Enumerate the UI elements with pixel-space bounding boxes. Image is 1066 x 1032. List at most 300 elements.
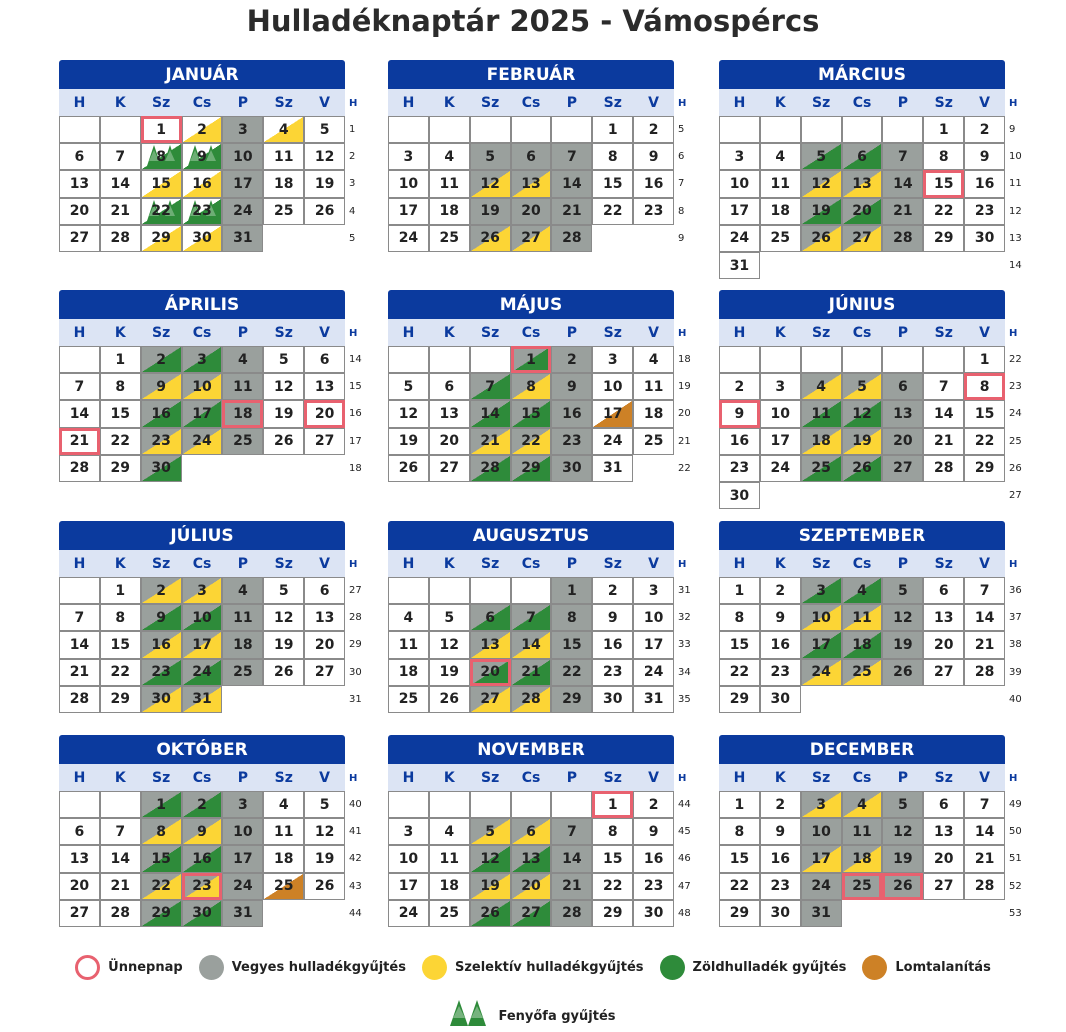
day-cell[interactable] — [592, 170, 633, 197]
day-cell[interactable] — [388, 604, 429, 631]
day-cell[interactable] — [801, 604, 842, 631]
day-cell[interactable] — [551, 428, 592, 455]
day-cell[interactable] — [551, 577, 592, 604]
day-cell[interactable] — [141, 791, 182, 818]
day-cell[interactable] — [551, 346, 592, 373]
day-cell[interactable] — [882, 170, 923, 197]
day-cell[interactable] — [592, 873, 633, 900]
day-cell[interactable] — [222, 346, 263, 373]
day-cell[interactable] — [633, 170, 674, 197]
day-cell[interactable] — [59, 198, 100, 225]
day-cell[interactable] — [222, 198, 263, 225]
day-cell[interactable] — [429, 143, 470, 170]
day-cell[interactable] — [801, 455, 842, 482]
day-cell[interactable] — [263, 170, 304, 197]
day-cell[interactable] — [719, 577, 760, 604]
day-cell[interactable] — [141, 198, 182, 225]
day-cell[interactable] — [760, 845, 801, 872]
day-cell[interactable] — [882, 604, 923, 631]
day-cell[interactable] — [801, 428, 842, 455]
day-cell[interactable] — [59, 686, 100, 713]
day-cell[interactable] — [923, 659, 964, 686]
day-cell[interactable] — [511, 900, 552, 927]
day-cell[interactable] — [801, 143, 842, 170]
day-cell[interactable] — [882, 225, 923, 252]
day-cell[interactable] — [182, 845, 223, 872]
day-cell[interactable] — [141, 170, 182, 197]
day-cell[interactable] — [842, 428, 883, 455]
day-cell[interactable] — [551, 659, 592, 686]
day-cell[interactable] — [429, 604, 470, 631]
day-cell[interactable] — [760, 577, 801, 604]
day-cell[interactable] — [182, 577, 223, 604]
day-cell[interactable] — [304, 116, 345, 143]
day-cell[interactable] — [304, 873, 345, 900]
day-cell[interactable] — [222, 225, 263, 252]
day-cell[interactable] — [923, 143, 964, 170]
day-cell[interactable] — [842, 455, 883, 482]
day-cell[interactable] — [719, 482, 760, 509]
day-cell[interactable] — [263, 631, 304, 658]
day-cell[interactable] — [141, 659, 182, 686]
day-cell[interactable] — [964, 373, 1005, 400]
day-cell[interactable] — [429, 845, 470, 872]
day-cell[interactable] — [304, 170, 345, 197]
day-cell[interactable] — [633, 373, 674, 400]
day-cell[interactable] — [760, 170, 801, 197]
day-cell[interactable] — [964, 818, 1005, 845]
day-cell[interactable] — [100, 845, 141, 872]
day-cell[interactable] — [551, 373, 592, 400]
day-cell[interactable] — [592, 373, 633, 400]
day-cell[interactable] — [59, 225, 100, 252]
day-cell[interactable] — [923, 631, 964, 658]
day-cell[interactable] — [182, 373, 223, 400]
day-cell[interactable] — [141, 604, 182, 631]
day-cell[interactable] — [182, 631, 223, 658]
day-cell[interactable] — [429, 818, 470, 845]
day-cell[interactable] — [100, 428, 141, 455]
day-cell[interactable] — [592, 818, 633, 845]
day-cell[interactable] — [222, 791, 263, 818]
day-cell[interactable] — [182, 116, 223, 143]
day-cell[interactable] — [964, 116, 1005, 143]
day-cell[interactable] — [551, 900, 592, 927]
day-cell[interactable] — [182, 428, 223, 455]
day-cell[interactable] — [719, 455, 760, 482]
day-cell[interactable] — [141, 373, 182, 400]
day-cell[interactable] — [842, 604, 883, 631]
day-cell[interactable] — [59, 659, 100, 686]
day-cell[interactable] — [592, 686, 633, 713]
day-cell[interactable] — [633, 686, 674, 713]
day-cell[interactable] — [182, 659, 223, 686]
day-cell[interactable] — [59, 400, 100, 427]
day-cell[interactable] — [801, 225, 842, 252]
day-cell[interactable] — [304, 631, 345, 658]
day-cell[interactable] — [470, 400, 511, 427]
day-cell[interactable] — [263, 845, 304, 872]
day-cell[interactable] — [551, 686, 592, 713]
day-cell[interactable] — [719, 873, 760, 900]
day-cell[interactable] — [719, 143, 760, 170]
day-cell[interactable] — [388, 873, 429, 900]
day-cell[interactable] — [882, 400, 923, 427]
day-cell[interactable] — [222, 818, 263, 845]
day-cell[interactable] — [470, 659, 511, 686]
day-cell[interactable] — [592, 400, 633, 427]
day-cell[interactable] — [429, 225, 470, 252]
day-cell[interactable] — [923, 873, 964, 900]
day-cell[interactable] — [59, 845, 100, 872]
day-cell[interactable] — [470, 900, 511, 927]
day-cell[interactable] — [100, 686, 141, 713]
day-cell[interactable] — [263, 143, 304, 170]
day-cell[interactable] — [760, 143, 801, 170]
day-cell[interactable] — [719, 845, 760, 872]
day-cell[interactable] — [388, 455, 429, 482]
day-cell[interactable] — [592, 845, 633, 872]
day-cell[interactable] — [760, 400, 801, 427]
day-cell[interactable] — [263, 818, 304, 845]
day-cell[interactable] — [551, 818, 592, 845]
day-cell[interactable] — [801, 845, 842, 872]
day-cell[interactable] — [882, 845, 923, 872]
day-cell[interactable] — [592, 455, 633, 482]
day-cell[interactable] — [551, 198, 592, 225]
day-cell[interactable] — [141, 455, 182, 482]
day-cell[interactable] — [222, 604, 263, 631]
day-cell[interactable] — [59, 604, 100, 631]
day-cell[interactable] — [511, 845, 552, 872]
day-cell[interactable] — [100, 198, 141, 225]
day-cell[interactable] — [592, 428, 633, 455]
day-cell[interactable] — [801, 373, 842, 400]
day-cell[interactable] — [719, 686, 760, 713]
day-cell[interactable] — [141, 428, 182, 455]
day-cell[interactable] — [388, 900, 429, 927]
day-cell[interactable] — [923, 400, 964, 427]
day-cell[interactable] — [470, 170, 511, 197]
day-cell[interactable] — [801, 170, 842, 197]
day-cell[interactable] — [842, 143, 883, 170]
day-cell[interactable] — [633, 845, 674, 872]
day-cell[interactable] — [429, 170, 470, 197]
day-cell[interactable] — [141, 116, 182, 143]
day-cell[interactable] — [222, 170, 263, 197]
day-cell[interactable] — [263, 577, 304, 604]
day-cell[interactable] — [470, 225, 511, 252]
day-cell[interactable] — [842, 170, 883, 197]
day-cell[interactable] — [429, 659, 470, 686]
day-cell[interactable] — [760, 791, 801, 818]
day-cell[interactable] — [511, 659, 552, 686]
day-cell[interactable] — [304, 577, 345, 604]
day-cell[interactable] — [100, 373, 141, 400]
day-cell[interactable] — [59, 873, 100, 900]
day-cell[interactable] — [141, 686, 182, 713]
day-cell[interactable] — [388, 170, 429, 197]
day-cell[interactable] — [429, 631, 470, 658]
day-cell[interactable] — [511, 198, 552, 225]
day-cell[interactable] — [882, 143, 923, 170]
day-cell[interactable] — [511, 170, 552, 197]
day-cell[interactable] — [100, 143, 141, 170]
day-cell[interactable] — [719, 631, 760, 658]
day-cell[interactable] — [263, 346, 304, 373]
day-cell[interactable] — [222, 900, 263, 927]
day-cell[interactable] — [59, 631, 100, 658]
day-cell[interactable] — [304, 346, 345, 373]
day-cell[interactable] — [842, 659, 883, 686]
day-cell[interactable] — [551, 604, 592, 631]
day-cell[interactable] — [388, 400, 429, 427]
day-cell[interactable] — [263, 428, 304, 455]
day-cell[interactable] — [882, 577, 923, 604]
day-cell[interactable] — [801, 631, 842, 658]
day-cell[interactable] — [760, 873, 801, 900]
day-cell[interactable] — [633, 577, 674, 604]
day-cell[interactable] — [882, 373, 923, 400]
day-cell[interactable] — [511, 225, 552, 252]
day-cell[interactable] — [222, 400, 263, 427]
day-cell[interactable] — [592, 116, 633, 143]
day-cell[interactable] — [964, 659, 1005, 686]
day-cell[interactable] — [388, 143, 429, 170]
day-cell[interactable] — [388, 845, 429, 872]
day-cell[interactable] — [59, 170, 100, 197]
day-cell[interactable] — [842, 873, 883, 900]
day-cell[interactable] — [429, 400, 470, 427]
day-cell[interactable] — [511, 346, 552, 373]
day-cell[interactable] — [263, 198, 304, 225]
day-cell[interactable] — [388, 631, 429, 658]
day-cell[interactable] — [633, 143, 674, 170]
day-cell[interactable] — [760, 225, 801, 252]
day-cell[interactable] — [923, 818, 964, 845]
day-cell[interactable] — [511, 873, 552, 900]
day-cell[interactable] — [760, 604, 801, 631]
day-cell[interactable] — [551, 455, 592, 482]
day-cell[interactable] — [592, 659, 633, 686]
day-cell[interactable] — [923, 225, 964, 252]
day-cell[interactable] — [141, 900, 182, 927]
day-cell[interactable] — [760, 686, 801, 713]
day-cell[interactable] — [633, 400, 674, 427]
day-cell[interactable] — [633, 873, 674, 900]
day-cell[interactable] — [592, 604, 633, 631]
day-cell[interactable] — [59, 143, 100, 170]
day-cell[interactable] — [141, 818, 182, 845]
day-cell[interactable] — [801, 659, 842, 686]
day-cell[interactable] — [551, 845, 592, 872]
day-cell[interactable] — [429, 455, 470, 482]
day-cell[interactable] — [964, 791, 1005, 818]
day-cell[interactable] — [719, 198, 760, 225]
day-cell[interactable] — [760, 455, 801, 482]
day-cell[interactable] — [470, 845, 511, 872]
day-cell[interactable] — [182, 170, 223, 197]
day-cell[interactable] — [222, 659, 263, 686]
day-cell[interactable] — [222, 577, 263, 604]
day-cell[interactable] — [470, 818, 511, 845]
day-cell[interactable] — [100, 604, 141, 631]
day-cell[interactable] — [964, 143, 1005, 170]
day-cell[interactable] — [923, 198, 964, 225]
day-cell[interactable] — [304, 143, 345, 170]
day-cell[interactable] — [633, 346, 674, 373]
day-cell[interactable] — [511, 400, 552, 427]
day-cell[interactable] — [388, 818, 429, 845]
day-cell[interactable] — [842, 791, 883, 818]
day-cell[interactable] — [304, 791, 345, 818]
day-cell[interactable] — [760, 818, 801, 845]
day-cell[interactable] — [470, 604, 511, 631]
day-cell[interactable] — [470, 455, 511, 482]
day-cell[interactable] — [719, 791, 760, 818]
day-cell[interactable] — [59, 818, 100, 845]
day-cell[interactable] — [719, 170, 760, 197]
day-cell[interactable] — [470, 686, 511, 713]
day-cell[interactable] — [100, 225, 141, 252]
day-cell[interactable] — [182, 791, 223, 818]
day-cell[interactable] — [470, 873, 511, 900]
day-cell[interactable] — [511, 631, 552, 658]
day-cell[interactable] — [633, 116, 674, 143]
day-cell[interactable] — [141, 873, 182, 900]
day-cell[interactable] — [304, 400, 345, 427]
day-cell[interactable] — [429, 686, 470, 713]
day-cell[interactable] — [633, 791, 674, 818]
day-cell[interactable] — [222, 373, 263, 400]
day-cell[interactable] — [719, 818, 760, 845]
day-cell[interactable] — [882, 818, 923, 845]
day-cell[interactable] — [551, 143, 592, 170]
day-cell[interactable] — [923, 577, 964, 604]
day-cell[interactable] — [182, 900, 223, 927]
day-cell[interactable] — [592, 198, 633, 225]
day-cell[interactable] — [633, 631, 674, 658]
day-cell[interactable] — [964, 400, 1005, 427]
day-cell[interactable] — [388, 659, 429, 686]
day-cell[interactable] — [141, 225, 182, 252]
day-cell[interactable] — [923, 170, 964, 197]
day-cell[interactable] — [511, 818, 552, 845]
day-cell[interactable] — [633, 198, 674, 225]
day-cell[interactable] — [551, 400, 592, 427]
day-cell[interactable] — [801, 577, 842, 604]
day-cell[interactable] — [100, 659, 141, 686]
day-cell[interactable] — [633, 818, 674, 845]
day-cell[interactable] — [182, 198, 223, 225]
day-cell[interactable] — [551, 225, 592, 252]
day-cell[interactable] — [59, 373, 100, 400]
day-cell[interactable] — [429, 428, 470, 455]
day-cell[interactable] — [760, 900, 801, 927]
day-cell[interactable] — [304, 428, 345, 455]
day-cell[interactable] — [882, 659, 923, 686]
day-cell[interactable] — [923, 116, 964, 143]
day-cell[interactable] — [882, 198, 923, 225]
day-cell[interactable] — [429, 198, 470, 225]
day-cell[interactable] — [760, 428, 801, 455]
day-cell[interactable] — [719, 900, 760, 927]
day-cell[interactable] — [719, 252, 760, 279]
day-cell[interactable] — [842, 198, 883, 225]
day-cell[interactable] — [882, 873, 923, 900]
day-cell[interactable] — [182, 873, 223, 900]
day-cell[interactable] — [923, 373, 964, 400]
day-cell[interactable] — [964, 346, 1005, 373]
day-cell[interactable] — [222, 631, 263, 658]
day-cell[interactable] — [182, 400, 223, 427]
day-cell[interactable] — [304, 198, 345, 225]
day-cell[interactable] — [470, 373, 511, 400]
day-cell[interactable] — [470, 631, 511, 658]
day-cell[interactable] — [222, 873, 263, 900]
day-cell[interactable] — [304, 659, 345, 686]
day-cell[interactable] — [429, 373, 470, 400]
day-cell[interactable] — [964, 604, 1005, 631]
day-cell[interactable] — [263, 400, 304, 427]
day-cell[interactable] — [470, 143, 511, 170]
day-cell[interactable] — [100, 346, 141, 373]
day-cell[interactable] — [388, 428, 429, 455]
day-cell[interactable] — [304, 373, 345, 400]
day-cell[interactable] — [511, 428, 552, 455]
day-cell[interactable] — [842, 631, 883, 658]
day-cell[interactable] — [141, 577, 182, 604]
day-cell[interactable] — [633, 659, 674, 686]
day-cell[interactable] — [964, 873, 1005, 900]
day-cell[interactable] — [511, 686, 552, 713]
day-cell[interactable] — [842, 818, 883, 845]
day-cell[interactable] — [801, 400, 842, 427]
day-cell[interactable] — [100, 900, 141, 927]
day-cell[interactable] — [801, 818, 842, 845]
day-cell[interactable] — [592, 346, 633, 373]
day-cell[interactable] — [263, 873, 304, 900]
day-cell[interactable] — [551, 170, 592, 197]
day-cell[interactable] — [964, 198, 1005, 225]
day-cell[interactable] — [511, 604, 552, 631]
day-cell[interactable] — [100, 170, 141, 197]
day-cell[interactable] — [964, 170, 1005, 197]
day-cell[interactable] — [182, 818, 223, 845]
day-cell[interactable] — [100, 873, 141, 900]
day-cell[interactable] — [100, 400, 141, 427]
day-cell[interactable] — [304, 818, 345, 845]
day-cell[interactable] — [760, 659, 801, 686]
day-cell[interactable] — [760, 373, 801, 400]
day-cell[interactable] — [222, 845, 263, 872]
day-cell[interactable] — [964, 428, 1005, 455]
day-cell[interactable] — [964, 225, 1005, 252]
day-cell[interactable] — [470, 198, 511, 225]
day-cell[interactable] — [842, 577, 883, 604]
day-cell[interactable] — [388, 198, 429, 225]
day-cell[interactable] — [882, 791, 923, 818]
day-cell[interactable] — [760, 198, 801, 225]
day-cell[interactable] — [263, 659, 304, 686]
day-cell[interactable] — [263, 791, 304, 818]
day-cell[interactable] — [923, 791, 964, 818]
day-cell[interactable] — [719, 373, 760, 400]
day-cell[interactable] — [633, 900, 674, 927]
day-cell[interactable] — [842, 225, 883, 252]
day-cell[interactable] — [182, 225, 223, 252]
day-cell[interactable] — [801, 791, 842, 818]
